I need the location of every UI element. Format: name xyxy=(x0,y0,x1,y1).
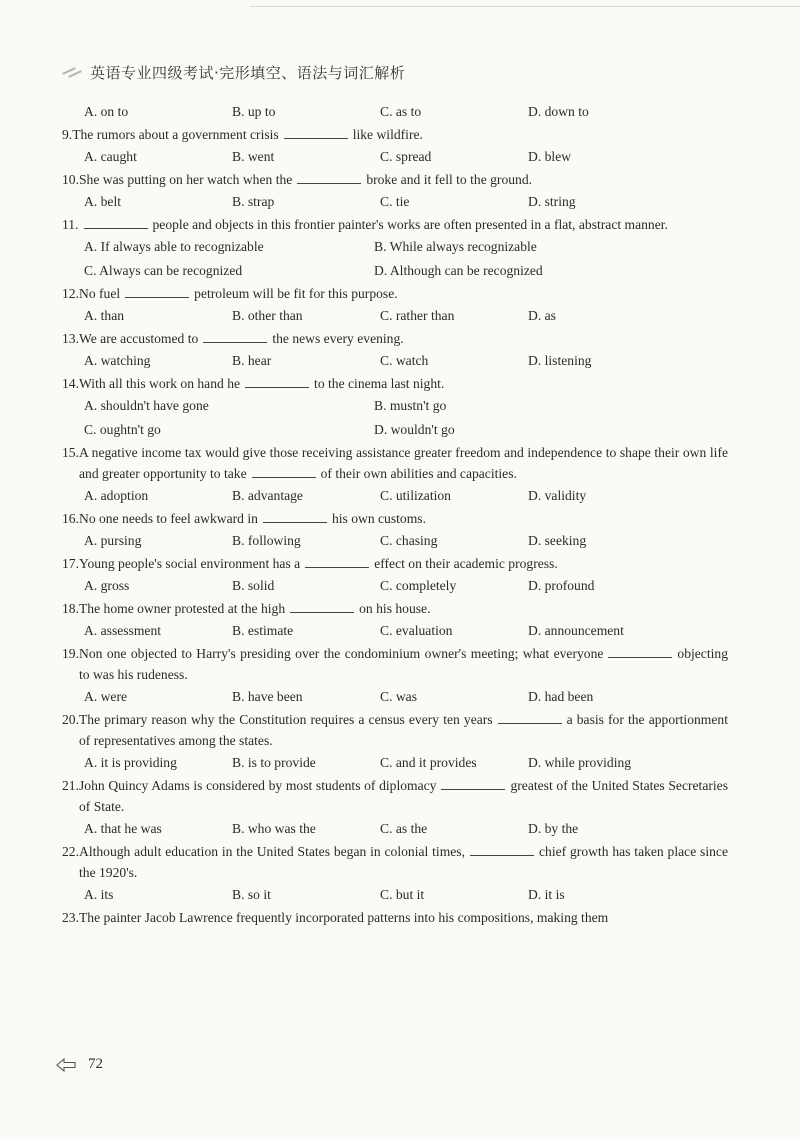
answer-blank xyxy=(125,285,189,298)
stem-part: chief growth has taken place since the 1920's. xyxy=(79,844,728,880)
question-stem xyxy=(62,841,728,883)
option: A. belt xyxy=(84,194,121,209)
option: A. its xyxy=(84,887,114,902)
option: D. announcement xyxy=(528,623,624,638)
option: A. pursing xyxy=(84,533,142,548)
stem-part: greatest of the United States Secretaries of State. xyxy=(79,778,728,814)
stem-part: on his house. xyxy=(359,601,431,616)
lead-options xyxy=(62,100,728,124)
option: C. evaluation xyxy=(380,623,453,638)
question-stem xyxy=(62,598,728,619)
question-item xyxy=(62,373,728,442)
option: A. assessment xyxy=(84,623,162,638)
answer-blank xyxy=(252,465,316,478)
question-text xyxy=(79,841,728,883)
answer-blank xyxy=(470,843,534,856)
option: A. were xyxy=(84,689,128,704)
option-row xyxy=(62,619,728,643)
question-text xyxy=(79,169,728,190)
question-text xyxy=(79,709,728,751)
stem-part: broke and it fell to the ground. xyxy=(366,172,533,187)
stem-part: like wildfire. xyxy=(352,127,423,142)
option: B. mustn't go xyxy=(374,398,447,413)
question-text xyxy=(79,214,729,235)
question-text xyxy=(79,598,728,619)
question-item xyxy=(62,169,728,214)
option: B. strap xyxy=(232,194,275,209)
option: A. than xyxy=(84,308,125,323)
question-number: 23. xyxy=(62,910,79,925)
option: A. shouldn't have gone xyxy=(84,398,209,413)
option-row xyxy=(62,259,728,283)
question-text xyxy=(79,373,728,394)
option: B. other than xyxy=(232,308,303,323)
option-row xyxy=(62,304,728,328)
option: C. oughtn't go xyxy=(84,422,161,437)
stem-part: With all this work on hand he xyxy=(79,376,241,391)
stem-part: A negative income tax would give those receiving assistance greater freedom and independence to shape their own life and greater opportunity to take xyxy=(79,445,728,481)
option: D. listening xyxy=(528,353,592,368)
question-text xyxy=(79,283,728,304)
question-stem xyxy=(62,328,728,349)
option: C. completely xyxy=(380,578,457,593)
question-number: 11. xyxy=(62,217,79,232)
option: D. profound xyxy=(528,578,595,593)
option: A. it is providing xyxy=(84,755,177,770)
option: D. down to xyxy=(528,104,589,119)
question-stem xyxy=(62,283,728,304)
option: B. up to xyxy=(232,104,276,119)
question-text xyxy=(79,508,728,529)
option: C. utilization xyxy=(380,488,451,503)
page-number: 72 xyxy=(88,1056,103,1072)
question-stem xyxy=(62,553,728,574)
question-item xyxy=(62,775,728,841)
option: A. that he was xyxy=(84,821,162,836)
option-row xyxy=(62,145,728,169)
option: B. so it xyxy=(232,887,271,902)
option-row xyxy=(62,817,728,841)
option: D. by the xyxy=(528,821,579,836)
option-row xyxy=(62,883,728,907)
option: D. seeking xyxy=(528,533,587,548)
option: D. as xyxy=(528,308,556,323)
question-number: 10. xyxy=(62,172,79,187)
option: A. adoption xyxy=(84,488,149,503)
question-item xyxy=(62,328,728,373)
question-text xyxy=(79,328,728,349)
option: C. spread xyxy=(380,149,432,164)
question-number: 22. xyxy=(62,844,79,859)
question-number: 9. xyxy=(62,127,73,142)
stem-part: The painter Jacob Lawrence frequently incorporated patterns into his compositions, making them xyxy=(79,910,609,925)
option: B. have been xyxy=(232,689,303,704)
option: D. string xyxy=(528,194,576,209)
stem-part: a basis for the apportionment of representatives among the states. xyxy=(79,712,728,748)
stem-part: The primary reason why the Constitution requires a census every ten years xyxy=(79,712,493,727)
stem-part: to the cinema last night. xyxy=(314,376,445,391)
answer-blank xyxy=(305,555,369,568)
question-text xyxy=(72,124,728,145)
stem-part: petroleum will be fit for this purpose. xyxy=(194,286,398,301)
question-stem xyxy=(62,373,728,394)
answer-blank xyxy=(263,510,327,523)
page-footer xyxy=(56,1056,103,1073)
stem-part: The rumors about a government crisis xyxy=(72,127,279,142)
question-stem xyxy=(62,169,728,190)
top-rule xyxy=(250,6,800,7)
question-item xyxy=(62,553,728,598)
option: A. gross xyxy=(84,578,130,593)
option: D. validity xyxy=(528,488,587,503)
question-number: 20. xyxy=(62,712,79,727)
question-text xyxy=(79,553,728,574)
question-number: 18. xyxy=(62,601,79,616)
option: D. while providing xyxy=(528,755,632,770)
option: C. as the xyxy=(380,821,428,836)
question-text xyxy=(79,775,728,817)
question-item xyxy=(62,124,728,169)
question-item xyxy=(62,643,728,709)
stem-part: Non one objected to Harry's presiding over the condominium owner's meeting; what everyone xyxy=(79,646,604,661)
option: B. advantage xyxy=(232,488,303,503)
option-row xyxy=(62,529,728,553)
answer-blank xyxy=(203,330,267,343)
option: C. watch xyxy=(380,353,429,368)
stem-part: The home owner protested at the high xyxy=(79,601,286,616)
answer-blank xyxy=(245,375,309,388)
option-row xyxy=(62,751,728,775)
stem-part: people and objects in this frontier painter's works are often presented in a flat, abstract manner. xyxy=(152,217,668,232)
question-stem xyxy=(62,709,728,751)
option: C. was xyxy=(380,689,418,704)
option: D. blew xyxy=(528,149,572,164)
option: B. While always recognizable xyxy=(374,239,537,254)
option-row xyxy=(62,235,728,259)
option-row xyxy=(62,574,728,598)
header-logo-icon xyxy=(62,66,84,78)
header-title: 英语专业四级考试·完形填空、语法与词汇解析 xyxy=(90,63,406,82)
question-stem xyxy=(62,907,728,928)
option: B. hear xyxy=(232,353,272,368)
option: D. it is xyxy=(528,887,565,902)
option: D. Although can be recognized xyxy=(374,263,543,278)
question-number: 13. xyxy=(62,331,79,346)
answer-blank xyxy=(441,777,505,790)
option: C. but it xyxy=(380,887,425,902)
option: B. went xyxy=(232,149,275,164)
answer-blank xyxy=(608,645,672,658)
option-row xyxy=(62,190,728,214)
question-item xyxy=(62,283,728,328)
question-number: 21. xyxy=(62,778,79,793)
option: A. If always able to recognizable xyxy=(84,239,264,254)
question-stem xyxy=(62,442,728,484)
option: B. solid xyxy=(232,578,275,593)
question-item xyxy=(62,709,728,775)
question-item xyxy=(62,508,728,553)
option: C. chasing xyxy=(380,533,438,548)
answer-blank xyxy=(498,711,562,724)
option: C. rather than xyxy=(380,308,455,323)
question-number: 16. xyxy=(62,511,79,526)
question-stem xyxy=(62,775,728,817)
option-row xyxy=(62,394,728,418)
option: B. estimate xyxy=(232,623,294,638)
question-stem xyxy=(62,124,728,145)
option: A. on to xyxy=(84,104,129,119)
stem-part: We are accustomed to xyxy=(79,331,199,346)
question-text xyxy=(79,907,728,928)
option: A. watching xyxy=(84,353,151,368)
question-item xyxy=(62,214,728,283)
question-number: 17. xyxy=(62,556,79,571)
question-item xyxy=(62,598,728,643)
option: B. following xyxy=(232,533,301,548)
option-row xyxy=(62,418,728,442)
stem-part: his own customs. xyxy=(331,511,426,526)
answer-blank xyxy=(297,171,361,184)
option: C. and it provides xyxy=(380,755,477,770)
option: B. who was the xyxy=(232,821,316,836)
option: D. wouldn't go xyxy=(374,422,455,437)
question-stem xyxy=(62,508,728,529)
question-item xyxy=(62,907,728,928)
stem-part: Young people's social environment has a xyxy=(79,556,301,571)
stem-part: John Quincy Adams is considered by most students of diplomacy xyxy=(79,778,437,793)
stem-part: effect on their academic progress. xyxy=(374,556,558,571)
stem-part: Although adult education in the United States began in colonial times, xyxy=(79,844,465,859)
option-row xyxy=(62,349,728,373)
answer-blank xyxy=(290,600,354,613)
question-list xyxy=(62,100,728,928)
stem-part: She was putting on her watch when the xyxy=(79,172,293,187)
question-number: 14. xyxy=(62,376,79,391)
question-number: 12. xyxy=(62,286,79,301)
question-number: 19. xyxy=(62,646,79,661)
page-header xyxy=(62,60,405,84)
stem-part: No fuel xyxy=(79,286,121,301)
option-row xyxy=(62,685,728,709)
question-item xyxy=(62,841,728,907)
question-stem xyxy=(62,214,728,235)
option: D. had been xyxy=(528,689,594,704)
option: B. is to provide xyxy=(232,755,316,770)
stem-part: No one needs to feel awkward in xyxy=(79,511,258,526)
option-row xyxy=(62,484,728,508)
question-text xyxy=(79,442,728,484)
back-arrow-icon xyxy=(56,1058,76,1072)
option: C. tie xyxy=(380,194,410,209)
stem-part: the news every evening. xyxy=(272,331,404,346)
question-text xyxy=(79,643,728,685)
question-stem xyxy=(62,643,728,685)
stem-part: objecting to was his rudeness. xyxy=(79,646,728,682)
question-number: 15. xyxy=(62,445,79,460)
answer-blank xyxy=(284,126,348,139)
answer-blank xyxy=(84,216,148,229)
option: A. caught xyxy=(84,149,137,164)
stem-part: of their own abilities and capacities. xyxy=(320,466,517,481)
question-item xyxy=(62,442,728,508)
option: C. Always can be recognized xyxy=(84,263,243,278)
option: C. as to xyxy=(380,104,422,119)
